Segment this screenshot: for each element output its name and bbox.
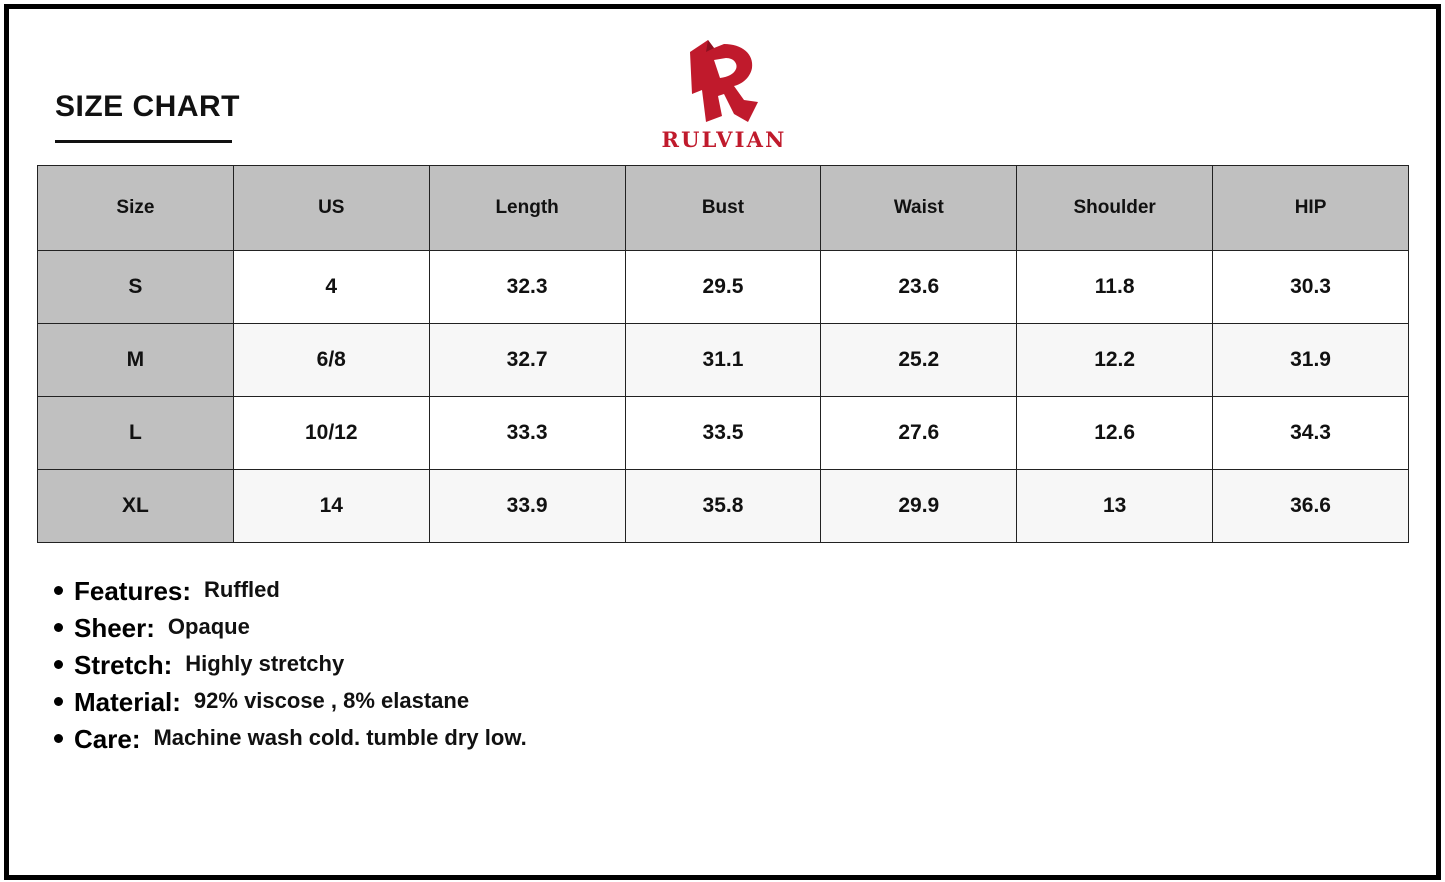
list-item [54,684,527,721]
table-row [38,251,1409,324]
brand-r-logo-icon [684,38,764,124]
bullet-icon [54,660,63,669]
table-cell: 12.2 [1017,324,1213,397]
table-cell: 6/8 [233,324,429,397]
table-row [38,470,1409,543]
column-header: Waist [821,166,1017,251]
table-row [38,324,1409,397]
bullet-icon [54,697,63,706]
feature-label: Care: [74,724,141,754]
bullet-icon [54,586,63,595]
column-header: Length [429,166,625,251]
row-size-label: S [38,251,234,324]
table-cell: 31.9 [1213,324,1409,397]
table-cell: 29.9 [821,470,1017,543]
table-cell: 27.6 [821,397,1017,470]
table-header-row [38,166,1409,251]
list-item [54,721,527,758]
list-item [54,610,527,647]
page-title: SIZE CHART [55,90,240,123]
bullet-icon [54,734,63,743]
table-cell: 10/12 [233,397,429,470]
feature-value: Ruffled [204,576,280,602]
feature-value: 92% viscose , 8% elastane [193,687,470,713]
feature-label: Sheer: [74,613,155,643]
column-header: Size [38,166,234,251]
size-table [37,165,1409,543]
feature-label: Features: [74,576,192,606]
feature-label: Stretch: [74,650,173,680]
table-cell: 33.3 [429,397,625,470]
brand-logo [646,38,802,153]
row-size-label: L [38,397,234,470]
table-cell: 35.8 [625,470,821,543]
feature-label: Material: [74,687,181,717]
brand-name: RULVIAN [661,127,787,152]
column-header: Shoulder [1017,166,1213,251]
list-item [54,573,527,610]
table-cell: 32.7 [429,324,625,397]
table-cell: 29.5 [625,251,821,324]
table-cell: 34.3 [1213,397,1409,470]
table-cell: 36.6 [1213,470,1409,543]
feature-value: Opaque [167,613,250,639]
column-header: HIP [1213,166,1409,251]
table-cell: 31.1 [625,324,821,397]
column-header: Bust [625,166,821,251]
table-cell: 25.2 [821,324,1017,397]
table-cell: 14 [233,470,429,543]
title-underline [55,140,232,143]
table-row [38,397,1409,470]
table-cell: 11.8 [1017,251,1213,324]
table-cell: 33.9 [429,470,625,543]
table-cell: 23.6 [821,251,1017,324]
table-cell: 12.6 [1017,397,1213,470]
table-cell: 30.3 [1213,251,1409,324]
table-cell: 13 [1017,470,1213,543]
bullet-icon [54,623,63,632]
row-size-label: XL [38,470,234,543]
list-item [54,647,527,684]
column-header: US [233,166,429,251]
feature-list [54,573,527,758]
table-cell: 33.5 [625,397,821,470]
table-cell: 4 [233,251,429,324]
row-size-label: M [38,324,234,397]
feature-value: Machine wash cold. tumble dry low. [153,724,527,750]
table-cell: 32.3 [429,251,625,324]
feature-value: Highly stretchy [185,650,345,676]
